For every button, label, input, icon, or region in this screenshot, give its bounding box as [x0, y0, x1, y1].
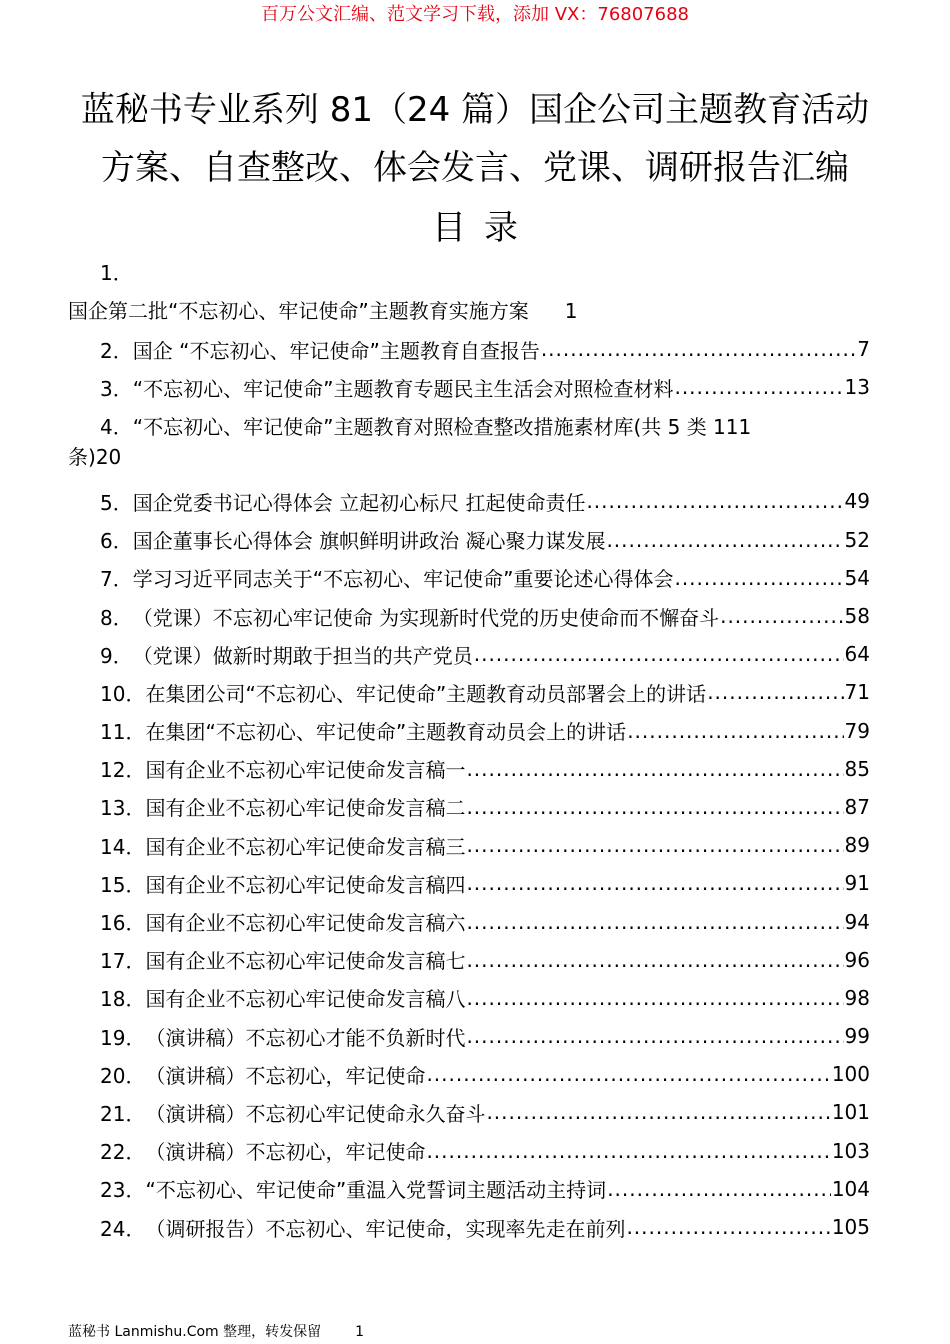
document-title-line-1: 蓝秘书专业系列 81（24 篇）国企公司主题教育活动 — [80, 90, 870, 130]
toc-entry-number: 7． — [100, 567, 133, 592]
toc-entry-title: 国有企业不忘初心牢记使命发言稿二 — [145, 796, 466, 821]
toc-entry-page: 20 — [95, 445, 122, 470]
toc-entry-title: 国有企业不忘初心牢记使命发言稿七 — [145, 949, 466, 974]
top-banner: 百万公文汇编、范文学习下载，添加 VX：76807688 — [261, 4, 689, 25]
toc-entry-title: 学习习近平同志关于“不忘初心、牢记使命”重要论述心得体会 — [132, 567, 674, 592]
toc-entry-page: 52 — [844, 527, 870, 552]
toc-entry-page: 99 — [844, 1024, 870, 1049]
toc-dot-leader — [466, 757, 843, 781]
toc-entry-page: 94 — [844, 909, 870, 934]
toc-dot-leader — [607, 1177, 831, 1201]
toc-entry-title: 国有企业不忘初心牢记使命发言稿三 — [145, 834, 466, 859]
toc-entry — [68, 750, 870, 788]
toc-entry-title: 国企第二批“不忘初心、牢记使命”主题教育实施方案 — [68, 299, 529, 323]
toc-entry-number: 19． — [100, 1025, 146, 1050]
toc-dot-leader — [707, 680, 843, 704]
toc-dot-leader — [466, 871, 843, 895]
toc-entry-page: 71 — [844, 680, 870, 705]
toc-dot-leader — [466, 795, 843, 819]
toc-entry — [68, 412, 870, 482]
toc-entry-number: 22． — [100, 1140, 146, 1165]
toc-dot-leader — [606, 528, 843, 552]
toc-entry-title: 在集团“不忘初心、牢记使命”主题教育动员会上的讲话 — [145, 720, 627, 745]
toc-dot-leader — [720, 604, 843, 628]
toc-entry-number: 3． — [100, 376, 133, 401]
toc-entry-number: 12． — [100, 758, 146, 783]
toc-entry — [68, 864, 870, 902]
toc-dot-leader — [541, 337, 856, 361]
toc-entry-number: 4． — [100, 415, 133, 440]
toc-entry-title: 国企党委书记心得体会 立起初心标尺 扛起使命责任 — [132, 490, 586, 515]
toc-entry-title: （演讲稿）不忘初心，牢记使命 — [145, 1140, 426, 1165]
toc-dot-leader — [586, 489, 843, 513]
toc-entry-page: 13 — [844, 375, 870, 400]
toc-entry-title: “不忘初心、牢记使命”重温入党誓词主题活动主持词 — [145, 1178, 607, 1203]
footer — [68, 1323, 364, 1341]
toc-entry-number: 23． — [100, 1178, 146, 1203]
toc-entry-title: （演讲稿）不忘初心才能不负新时代 — [145, 1025, 466, 1050]
toc-entry-page: 98 — [844, 985, 870, 1010]
toc-entry-number: 20． — [100, 1063, 146, 1088]
toc-dot-leader — [466, 986, 843, 1010]
toc-entry-title: （调研报告）不忘初心、牢记使命，实现率先走在前列 — [145, 1216, 626, 1241]
toc-dot-leader — [466, 948, 843, 972]
toc-entry-title: 国有企业不忘初心牢记使命发言稿八 — [145, 987, 466, 1012]
toc-entry — [68, 941, 870, 979]
toc-entry-page: 58 — [844, 604, 870, 629]
toc-entry — [68, 559, 870, 597]
toc-entry-number: 1． — [100, 261, 133, 285]
toc-entry — [68, 330, 870, 368]
toc-entry-title: “不忘初心、牢记使命”主题教育对照检查整改措施素材库(共 5 类 111 — [132, 415, 752, 440]
page-number: 1 — [355, 1324, 365, 1340]
toc-entry-title: 国企董事长心得体会 旗帜鲜明讲政治 凝心聚力谋发展 — [132, 529, 606, 554]
toc-entry-number: 5． — [100, 490, 133, 515]
toc-entry-page: 100 — [831, 1062, 870, 1087]
table-of-contents-heading: 目录 — [432, 208, 536, 248]
toc-entry — [68, 597, 870, 635]
toc-entry — [68, 1055, 870, 1093]
toc-entry-page: 85 — [844, 756, 870, 781]
toc-entry-title: 在集团公司“不忘初心、牢记使命”主题教育动员部署会上的讲话 — [145, 681, 707, 706]
toc-list — [68, 482, 870, 1246]
toc-entry-page: 105 — [831, 1215, 870, 1240]
toc-entry — [68, 788, 870, 826]
table-of-contents — [68, 254, 870, 1246]
toc-entry — [68, 521, 870, 559]
toc-dot-leader — [466, 910, 843, 934]
toc-entry-title: （党课）不忘初心牢记使命 为实现新时代党的历史使命而不懈奋斗 — [132, 605, 720, 630]
toc-entry — [68, 979, 870, 1017]
toc-entry — [68, 1017, 870, 1055]
document-title-line-2: 方案、自查整改、体会发言、党课、调研报告汇编 — [101, 148, 849, 188]
toc-dot-leader — [466, 833, 843, 857]
toc-dot-leader — [486, 1100, 830, 1124]
toc-dot-leader — [474, 642, 844, 666]
toc-entry-number: 9． — [100, 643, 133, 668]
toc-entry-title: 国有企业不忘初心牢记使命发言稿四 — [145, 872, 466, 897]
toc-entry — [68, 1208, 870, 1246]
toc-dot-leader — [674, 375, 843, 399]
toc-entry-page: 91 — [844, 871, 870, 896]
toc-entry-title: （演讲稿）不忘初心，牢记使命 — [145, 1063, 426, 1088]
toc-entry-title: 国有企业不忘初心牢记使命发言稿六 — [145, 911, 466, 936]
footer-credit: 蓝秘书 Lanmishu.Com 整理，转发保留 — [68, 1324, 322, 1340]
toc-dot-leader — [426, 1062, 830, 1086]
toc-entry-number: 8． — [100, 605, 133, 630]
toc-entry — [68, 1132, 870, 1170]
toc-entry-title: （党课）做新时期敢于担当的共产党员 — [132, 643, 473, 668]
toc-entry-number: 13． — [100, 796, 146, 821]
toc-entry-number: 24． — [100, 1216, 146, 1241]
toc-entry — [68, 635, 870, 673]
toc-entry-title: “不忘初心、牢记使命”主题教育专题民主生活会对照检查材料 — [132, 376, 674, 401]
toc-entry-page: 103 — [831, 1138, 870, 1163]
toc-dot-leader — [627, 719, 843, 743]
toc-entry-title: （演讲稿）不忘初心牢记使命永久奋斗 — [145, 1101, 486, 1126]
toc-dot-leader — [626, 1215, 830, 1239]
toc-entry-number: 18． — [100, 987, 146, 1012]
toc-entry-page: 49 — [844, 489, 870, 514]
toc-entry — [68, 712, 870, 750]
toc-entry-number: 21． — [100, 1101, 146, 1126]
toc-entry-page: 104 — [831, 1176, 870, 1201]
toc-entry-page: 79 — [844, 718, 870, 743]
toc-entry-number: 14． — [100, 834, 146, 859]
toc-dot-leader — [426, 1139, 830, 1163]
toc-entry-number: 15． — [100, 872, 146, 897]
toc-entry-page: 64 — [844, 642, 870, 667]
toc-entry — [68, 826, 870, 864]
toc-entry-page: 101 — [831, 1100, 870, 1125]
toc-entry-page: 54 — [844, 565, 870, 590]
toc-entry-page: 87 — [844, 794, 870, 819]
toc-entry — [68, 673, 870, 711]
toc-entry-number: 17． — [100, 949, 146, 974]
toc-entry — [68, 1170, 870, 1208]
toc-entry-page: 7 — [857, 337, 870, 362]
toc-entry — [68, 482, 870, 520]
toc-dot-leader — [466, 1024, 843, 1048]
toc-entry-title-continued: 条) — [68, 445, 96, 470]
toc-entry-page: 89 — [844, 833, 870, 858]
toc-entry-number: 10． — [100, 681, 146, 706]
toc-entry-title: 国企 “不忘初心、牢记使命”主题教育自查报告 — [132, 338, 540, 363]
toc-dot-leader — [674, 566, 843, 590]
toc-entry-number: 16． — [100, 911, 146, 936]
toc-entry-page: 1 — [564, 299, 578, 323]
toc-entry-title: 国有企业不忘初心牢记使命发言稿一 — [145, 758, 466, 783]
toc-entry-page: 96 — [844, 947, 870, 972]
toc-entry — [68, 254, 870, 330]
toc-entry — [68, 1093, 870, 1131]
toc-entry-number: 6． — [100, 529, 133, 554]
toc-entry-number: 2． — [100, 338, 133, 363]
toc-entry-number: 11． — [100, 720, 146, 745]
toc-entry — [68, 902, 870, 940]
toc-entry — [68, 368, 870, 406]
